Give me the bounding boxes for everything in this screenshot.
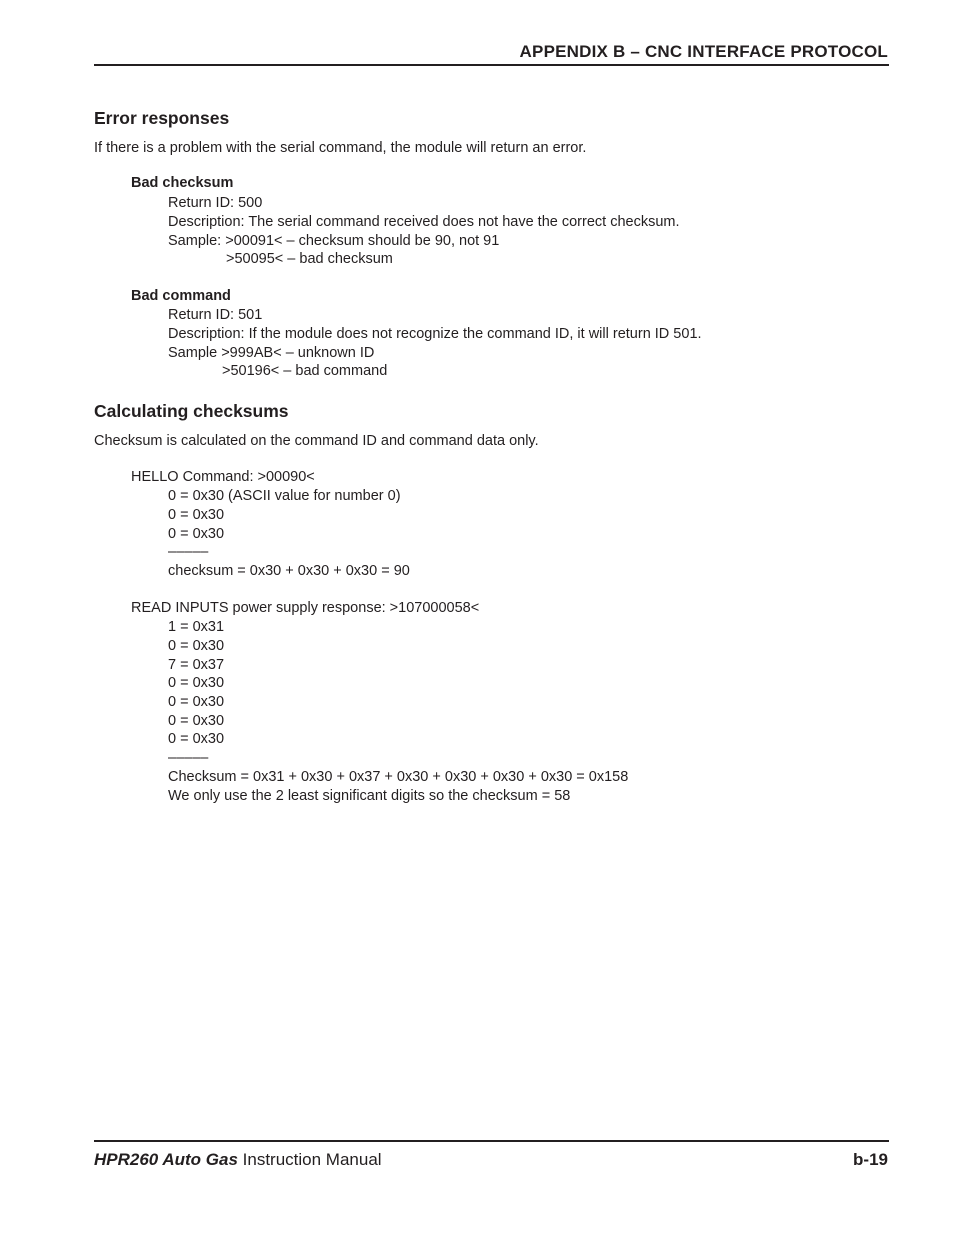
bad-command-sample-2: >50196< – bad command [222,363,388,379]
bad-command-title: Bad command [131,288,231,304]
bad-checksum-description: Description: The serial command received does not have the correct checksum. [168,214,680,230]
read-inputs-separator: ––––– [168,750,209,766]
read-inputs-line: 0 = 0x30 [168,638,225,654]
footer-manual-label: Instruction Manual [237,1150,382,1169]
read-inputs-line: 7 = 0x37 [168,657,225,673]
bad-command-description: Description: If the module does not recognize the command ID, it will return ID 501. [168,326,702,342]
hello-command-title: HELLO Command: >00090< [131,469,315,485]
read-inputs-line: 1 = 0x31 [168,619,225,635]
hello-checksum-line: checksum = 0x30 + 0x30 + 0x30 = 90 [168,563,410,579]
hello-line: 0 = 0x30 (ASCII value for number 0) [168,488,401,504]
bad-command-sample-1: Sample >999AB< – unknown ID [168,345,375,361]
read-inputs-line: 0 = 0x30 [168,675,225,691]
read-inputs-checksum-line: Checksum = 0x31 + 0x30 + 0x37 + 0x30 + 0x30 + 0x30 + 0x30 = 0x158 [168,769,629,785]
hello-line: 0 = 0x30 [168,507,225,523]
hello-separator: ––––– [168,544,209,560]
bad-checksum-return-id: Return ID: 500 [168,195,263,211]
read-inputs-line: 0 = 0x30 [168,694,225,710]
bad-checksum-sample-2: >50095< – bad checksum [226,251,393,267]
read-inputs-line: 0 = 0x30 [168,731,225,747]
footer-manual-title [94,1150,382,1170]
calculating-checksums-heading: Calculating checksums [94,401,289,421]
page-header-title: APPENDIX B – CNC INTERFACE PROTOCOL [519,42,888,61]
bad-command-return-id: Return ID: 501 [168,307,263,323]
page-number: b-19 [853,1150,888,1169]
read-inputs-line: 0 = 0x30 [168,713,225,729]
calculating-checksums-intro: Checksum is calculated on the command ID and command data only. [94,433,539,449]
read-inputs-title: READ INPUTS power supply response: >107000058< [131,600,480,616]
bad-checksum-title: Bad checksum [131,175,234,191]
error-responses-intro: If there is a problem with the serial command, the module will return an error. [94,140,587,156]
footer-rule [94,1140,889,1142]
footer-product-name: HPR260 Auto Gas [94,1150,238,1169]
error-responses-heading: Error responses [94,108,230,128]
bad-checksum-sample-1: Sample: >00091< – checksum should be 90, not 91 [168,233,500,249]
hello-line: 0 = 0x30 [168,526,225,542]
read-inputs-note: We only use the 2 least significant digits so the checksum = 58 [168,788,571,804]
header-rule [94,64,889,66]
